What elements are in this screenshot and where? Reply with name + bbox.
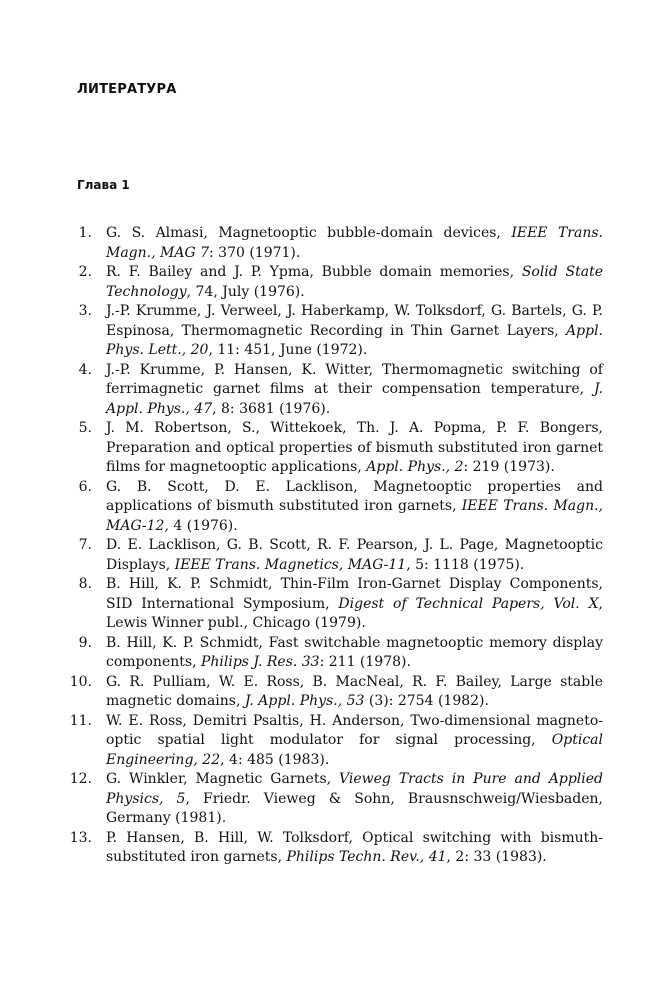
reference-segment: W. E. Ross, Demitri Psaltis, H. Anderson, Two-dimensional magneto-optic spatial light modulator for signal processing, <box>106 712 603 748</box>
reference-segment: , 5: 1118 (1975). <box>406 556 525 573</box>
reference-segment: , Lewis Winner publ., Chicago (1979). <box>106 595 603 631</box>
reference-item <box>68 419 603 478</box>
reference-number: 2. <box>78 264 92 280</box>
reference-item <box>68 361 603 420</box>
reference-source: J. Appl. Phys., 47 <box>106 381 603 417</box>
reference-item <box>68 263 603 302</box>
reference-number: 11. <box>69 712 92 729</box>
reference-source: IEEE Trans. Magnetics, MAG-11 <box>174 556 407 573</box>
reference-segment: J.-P. Krumme, P. Hansen, K. Witter, Thermomagnetic switching of ferrimagnetic garnet films at their compensation temperature, <box>106 361 603 397</box>
reference-item <box>68 673 603 712</box>
reference-segment: R. F. Bailey and J. P. Ypma, Bubble domain memories, <box>106 264 522 280</box>
reference-segment: , 4: 485 (1983). <box>220 751 330 768</box>
reference-number: 6. <box>78 478 92 495</box>
reference-segment: : 219 (1973). <box>463 459 555 475</box>
reference-segment: , Friedr. Vieweg & Sohn, Brausnschweig/Wiesbaden, Germany (1981). <box>106 790 603 826</box>
reference-segment: D. E. Lacklison, G. B. Scott, R. F. Pearson, J. L. Page, Magnetooptic Displays, <box>106 537 603 573</box>
reference-text <box>106 575 603 634</box>
reference-item <box>68 634 603 673</box>
reference-source: Vieweg Tracts in Pure and Applied Physics, 5 <box>106 771 604 807</box>
reference-item <box>68 575 603 634</box>
reference-item <box>68 712 603 771</box>
reference-segment: B. Hill, K. P. Schmidt, Thin-Film Iron-Garnet Display Components, SID International Symposium, <box>106 576 603 612</box>
reference-text <box>106 712 603 771</box>
reference-number: 10. <box>69 673 92 690</box>
reference-text <box>106 361 603 420</box>
reference-text <box>106 634 603 673</box>
reference-number: 12. <box>69 771 92 787</box>
reference-number: 4. <box>78 361 92 378</box>
reference-segment: (3): 2754 (1982). <box>364 693 489 709</box>
reference-source: Philips J. Res. 33 <box>200 654 320 670</box>
reference-source: IEEE Trans. Magn., MAG-12 <box>106 498 603 534</box>
reference-source: IEEE Trans. Magn., MAG 7 <box>106 225 603 261</box>
reference-segment: G. R. Pulliam, W. E. Ross, B. MacNeal, R. F. Bailey, Large stable magnetic domains, <box>106 673 603 709</box>
reference-text <box>106 263 603 302</box>
reference-list <box>68 224 603 868</box>
reference-segment: G. Winkler, Magnetic Garnets, <box>106 771 340 787</box>
reference-segment: , 4 (1976). <box>164 517 238 534</box>
reference-segment: : 370 (1971). <box>209 244 301 261</box>
reference-item <box>68 478 603 537</box>
reference-number: 3. <box>78 303 92 319</box>
reference-segment: , 74, July (1976). <box>186 283 305 300</box>
reference-text <box>106 829 603 868</box>
reference-segment: , 8: 3681 (1976). <box>212 400 331 417</box>
reference-text <box>106 536 603 575</box>
reference-text <box>106 770 603 829</box>
reference-source: Digest of Technical Papers, Vol. X <box>338 595 599 612</box>
reference-segment: P. Hansen, B. Hill, W. Tolksdorf, Optical switching with bismuth-substituted iron garnets, <box>106 829 603 865</box>
reference-number: 7. <box>78 537 92 553</box>
reference-text <box>106 478 603 537</box>
reference-segment: , 2: 33 (1983). <box>446 849 547 865</box>
reference-segment: J.-P. Krumme, J. Verweel, J. Haberkamp, W. Tolksdorf, G. Bartels, G. P. Espinosa, Thermomagnetic Recording in Thin Garnet Layers, <box>106 303 603 339</box>
reference-number: 1. <box>78 225 92 241</box>
reference-source: Solid State Technology <box>106 264 603 300</box>
reference-number: 9. <box>78 634 92 651</box>
reference-segment: G. B. Scott, D. E. Lacklison, Magnetooptic properties and applications of bismuth substituted iron garnets, <box>106 478 603 514</box>
reference-text <box>106 419 603 478</box>
reference-number: 5. <box>78 420 92 436</box>
reference-number: 13. <box>69 829 92 846</box>
page-heading: ЛИТЕРАТУРА <box>77 82 177 97</box>
reference-item <box>68 224 603 263</box>
reference-segment: J. M. Robertson, S., Wittekoek, Th. J. A. Popma, P. F. Bongers, Preparation and optical properties of bismuth substituted iron garnet films for magnetooptic applications, <box>106 420 603 475</box>
reference-source: J. Appl. Phys., 53 <box>244 693 365 709</box>
reference-segment: G. S. Almasi, Magnetooptic bubble-domain devices, <box>106 225 512 241</box>
reference-item <box>68 829 603 868</box>
reference-item <box>68 536 603 575</box>
reference-text <box>106 302 603 361</box>
reference-segment: B. Hill, K. P. Schmidt, Fast switchable magnetooptic memory display components, <box>106 634 603 670</box>
reference-source: Appl. Phys. Lett., 20 <box>106 322 603 358</box>
reference-text <box>106 673 603 712</box>
reference-item <box>68 770 603 829</box>
reference-item <box>68 302 603 361</box>
reference-segment: , 11: 451, June (1972). <box>208 342 368 358</box>
reference-text <box>106 224 603 263</box>
reference-source: Philips Techn. Rev., 41 <box>286 849 447 865</box>
reference-source: Appl. Phys., 2 <box>366 459 464 475</box>
reference-number: 8. <box>78 576 92 592</box>
chapter-heading: Глава 1 <box>77 178 130 192</box>
reference-segment: : 211 (1978). <box>319 654 411 670</box>
reference-source: Optical Engineering, 22 <box>106 732 603 768</box>
